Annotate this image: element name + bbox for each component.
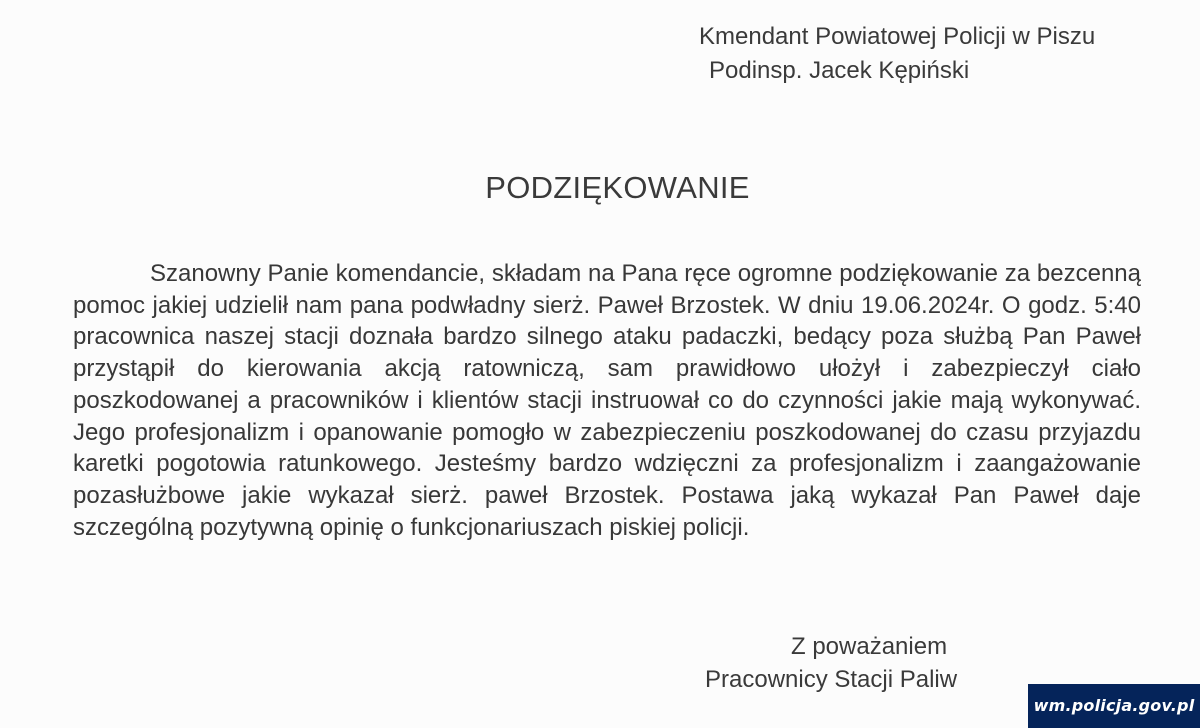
- recipient-title: Kmendant Powiatowej Policji w Piszu: [699, 23, 1096, 50]
- closing-block: [705, 630, 957, 696]
- letter-body-paragraph: [73, 258, 1141, 543]
- letter-body-text: Szanowny Panie komendancie, składam na Pana ręce ogromne podziękowanie za bezcenną pomoc jakiej udzielił nam pana podwładny sierż. Paweł Brzostek. W dniu 19.06.2024r. O godz. 5:40 pracownica naszej stacji doznała bardzo silnego ataku padaczki, bedący poza służbą Pan Paweł przystąpił do kierowania akcją ratowniczą, sam prawidłowo ułożył i zabezpieczył ciało poszkodowanej a pracowników i klientów stacji instruował co do czynności jakie mają wykonywać. Jego profesjonalizm i opanowanie pomogło w zabezpieczeniu poszkodowanej do czasu przyjazdu karetki pogotowia ratunkowego. Jesteśmy bardzo wdzięczni za profesjonalizm i zaangażowanie pozasłużbowe jakie wykazał sierż. paweł Brzostek. Postawa jaką wykazał Pan Paweł daje szczególną pozytywną opinię o funkcjonariuszach piskiej policji.: [73, 260, 1141, 541]
- recipient-name: Podinsp. Jacek Kępiński: [709, 57, 970, 84]
- closing-signatory: Pracownicy Stacji Paliw: [705, 666, 958, 693]
- letter-title: PODZIĘKOWANIE: [485, 170, 750, 205]
- source-watermark: wm.policja.gov.pl: [1028, 684, 1200, 728]
- closing-salutation: Z poważaniem: [791, 633, 948, 660]
- recipient-block: [699, 20, 1095, 88]
